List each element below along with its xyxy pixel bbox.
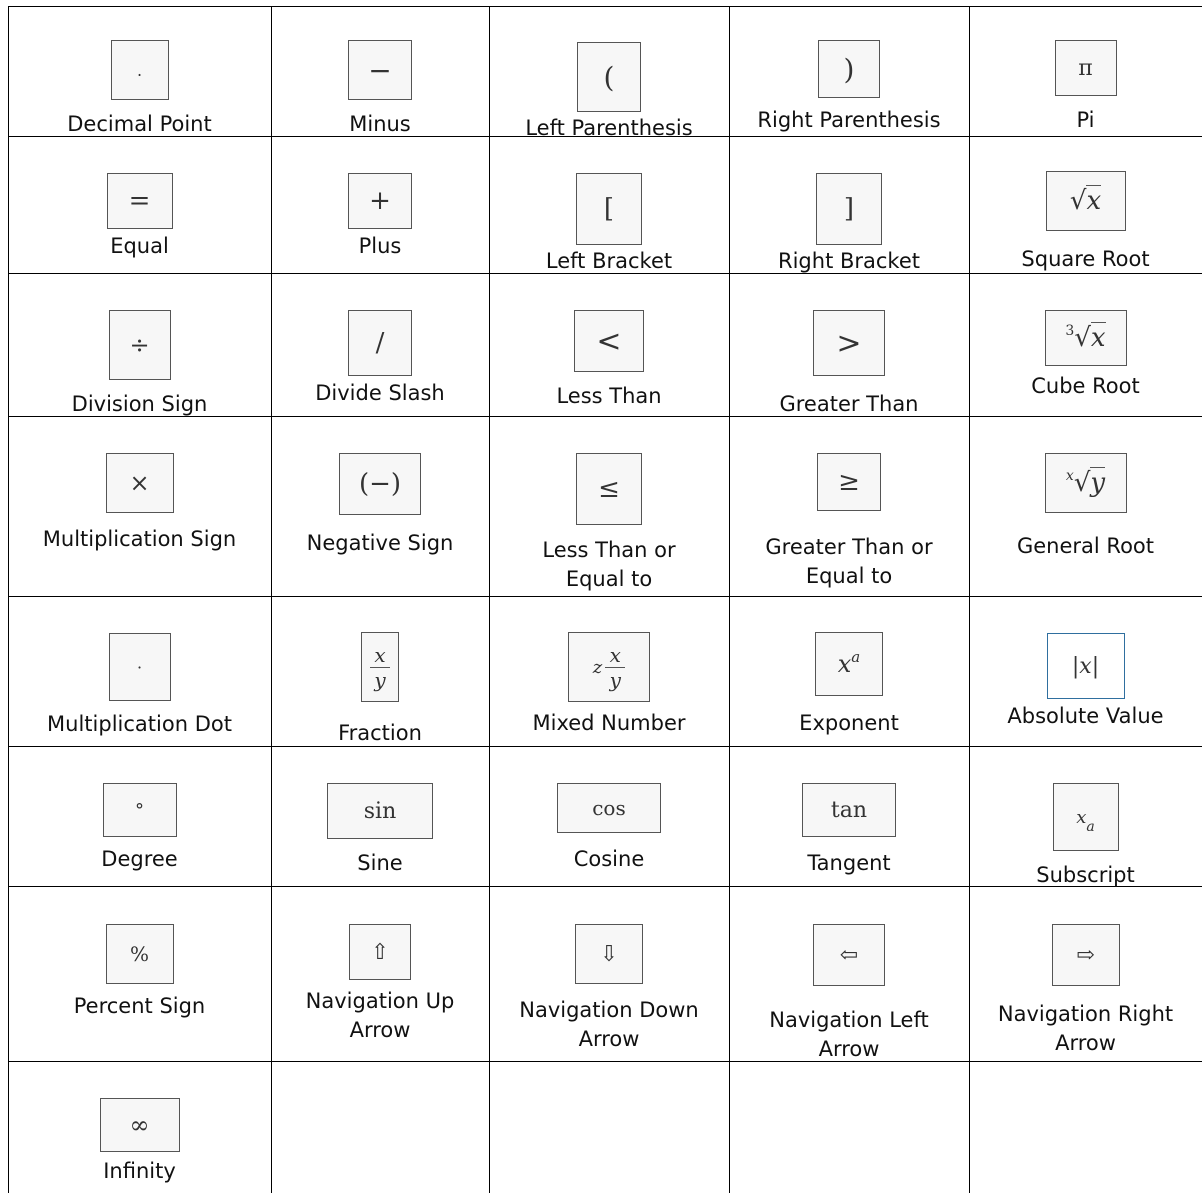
absolute-value-glyph: |x| bbox=[1071, 653, 1100, 679]
symbol-glyph: tan bbox=[830, 797, 868, 823]
plus-button[interactable] bbox=[348, 173, 412, 229]
symbol-glyph: · bbox=[136, 657, 143, 677]
symbol-glyph: = bbox=[128, 186, 151, 216]
greater-than-or-equal-to-button[interactable] bbox=[817, 453, 881, 511]
navigation-up-arrow-button[interactable] bbox=[349, 924, 411, 980]
symbol-cell bbox=[489, 746, 729, 886]
symbol-cell bbox=[271, 886, 489, 1061]
symbol-cell bbox=[969, 416, 1202, 596]
right-parenthesis-button[interactable] bbox=[818, 40, 880, 98]
symbol-cell bbox=[8, 746, 271, 886]
symbol-cell bbox=[729, 746, 969, 886]
symbol-label: Less Than or Equal to bbox=[542, 538, 676, 591]
symbol-cell bbox=[8, 273, 271, 416]
cube-root-button[interactable] bbox=[1045, 310, 1127, 366]
square-root-glyph: √x bbox=[1069, 186, 1102, 216]
symbol-cell bbox=[8, 1061, 271, 1193]
left-parenthesis-button[interactable] bbox=[577, 42, 641, 112]
symbol-cell bbox=[489, 596, 729, 746]
symbol-label: Pi bbox=[1076, 108, 1095, 132]
symbol-glyph: + bbox=[369, 186, 391, 216]
symbol-label: Left Parenthesis bbox=[525, 116, 693, 140]
cosine-button[interactable] bbox=[557, 783, 661, 833]
symbol-label: Division Sign bbox=[71, 392, 208, 416]
pi-button[interactable] bbox=[1055, 40, 1117, 96]
symbol-label: Cosine bbox=[573, 847, 645, 871]
symbol-label: Navigation Down Arrow bbox=[519, 998, 699, 1051]
symbol-cell bbox=[271, 746, 489, 886]
decimal-point-button[interactable] bbox=[111, 40, 169, 100]
symbol-label: General Root bbox=[1016, 534, 1154, 558]
symbol-label: Equal bbox=[110, 234, 169, 258]
symbol-label: Exponent bbox=[799, 711, 899, 735]
symbol-label: Decimal Point bbox=[67, 112, 212, 136]
symbol-cell bbox=[8, 6, 271, 136]
symbol-cell bbox=[271, 596, 489, 746]
symbol-label: Cube Root bbox=[1031, 374, 1140, 398]
symbol-cell bbox=[969, 746, 1202, 886]
symbol-cell bbox=[489, 886, 729, 1061]
symbol-glyph: / bbox=[375, 328, 385, 358]
symbol-cell bbox=[271, 416, 489, 596]
symbol-glyph: sin bbox=[363, 798, 397, 824]
symbol-label: Subscript bbox=[1036, 863, 1135, 887]
symbol-cell bbox=[489, 6, 729, 140]
symbol-label: Degree bbox=[101, 847, 178, 871]
navigation-down-arrow-button[interactable] bbox=[575, 924, 643, 984]
symbol-glyph: ⇩ bbox=[599, 941, 619, 967]
symbol-label: Tangent bbox=[807, 851, 891, 875]
exponent-button[interactable] bbox=[815, 632, 883, 696]
symbol-cell bbox=[729, 886, 969, 1061]
symbol-glyph: ∞ bbox=[129, 1111, 150, 1139]
fraction-button[interactable] bbox=[361, 632, 399, 702]
symbol-cell bbox=[489, 136, 729, 273]
symbol-cell bbox=[271, 136, 489, 273]
symbol-glyph: π bbox=[1078, 55, 1093, 81]
symbol-glyph: ≤ bbox=[598, 474, 620, 504]
symbol-label: Navigation Up Arrow bbox=[305, 989, 455, 1042]
symbol-label: Right Parenthesis bbox=[757, 108, 941, 132]
divide-slash-button[interactable] bbox=[348, 310, 412, 376]
symbol-cell bbox=[969, 136, 1202, 273]
cube-root-glyph: $^3$√x bbox=[1065, 323, 1106, 353]
symbol-label: Fraction bbox=[338, 721, 422, 745]
symbol-cell bbox=[271, 273, 489, 416]
symbol-cell bbox=[8, 886, 271, 1061]
symbol-label: Left Bracket bbox=[545, 249, 673, 273]
symbol-glyph: ] bbox=[843, 194, 855, 224]
symbol-label: Square Root bbox=[1021, 247, 1150, 271]
symbol-label: Plus bbox=[358, 234, 402, 258]
less-than-button[interactable] bbox=[574, 310, 644, 372]
square-root-button[interactable] bbox=[1046, 171, 1126, 231]
percent-sign-button[interactable] bbox=[106, 924, 174, 984]
minus-button[interactable] bbox=[348, 40, 412, 100]
symbol-glyph: > bbox=[836, 325, 862, 361]
symbol-glyph: − bbox=[368, 53, 392, 87]
greater-than-button[interactable] bbox=[813, 310, 885, 376]
symbol-cell bbox=[969, 6, 1202, 136]
symbol-cell bbox=[729, 6, 969, 136]
symbol-glyph: × bbox=[129, 469, 150, 497]
general-root-button[interactable] bbox=[1045, 453, 1127, 513]
symbol-label: Divide Slash bbox=[315, 381, 445, 405]
equal-button[interactable] bbox=[107, 173, 173, 229]
exponent-glyph: xa bbox=[837, 648, 861, 678]
less-than-or-equal-to-button[interactable] bbox=[576, 453, 642, 525]
symbol-glyph: ⇨ bbox=[1076, 942, 1095, 968]
subscript-glyph: xa bbox=[1076, 806, 1095, 835]
symbol-label: Navigation Left Arrow bbox=[769, 1008, 929, 1061]
sine-button[interactable] bbox=[327, 783, 433, 839]
symbol-glyph: ( bbox=[603, 60, 615, 94]
navigation-right-arrow-button[interactable] bbox=[1052, 924, 1120, 986]
symbol-label: Sine bbox=[357, 851, 403, 875]
symbol-glyph: ⇧ bbox=[370, 939, 390, 965]
symbol-label: Absolute Value bbox=[1007, 704, 1164, 728]
symbol-glyph: % bbox=[129, 942, 149, 966]
symbol-glyph: . bbox=[136, 60, 143, 80]
symbol-cell bbox=[8, 416, 271, 596]
general-root-glyph: $^x$√y bbox=[1065, 468, 1106, 498]
symbol-cell bbox=[729, 416, 969, 596]
symbol-glyph: [ bbox=[603, 194, 615, 224]
absolute-value-button[interactable] bbox=[1047, 633, 1125, 699]
symbol-cell bbox=[969, 596, 1202, 746]
symbol-cell bbox=[969, 886, 1202, 1061]
symbol-glyph: ≥ bbox=[838, 467, 860, 497]
symbol-cell bbox=[8, 596, 271, 746]
symbol-label: Negative Sign bbox=[306, 531, 454, 555]
symbol-cell bbox=[729, 596, 969, 746]
multiplication-dot-button[interactable] bbox=[109, 633, 171, 701]
navigation-left-arrow-button[interactable] bbox=[813, 924, 885, 986]
left-bracket-button[interactable] bbox=[576, 173, 642, 245]
mixed-number-glyph: $\frac{x}{y}$ bbox=[605, 644, 625, 691]
symbol-glyph: ° bbox=[135, 799, 144, 821]
symbol-label: Multiplication Dot bbox=[47, 712, 232, 736]
symbol-cell bbox=[489, 273, 729, 416]
symbol-label: Greater Than bbox=[779, 392, 919, 416]
symbol-cell bbox=[489, 416, 729, 596]
symbol-cell bbox=[729, 273, 969, 416]
symbol-cell bbox=[969, 273, 1202, 416]
symbol-label: Minus bbox=[349, 112, 411, 136]
subscript-button[interactable] bbox=[1053, 783, 1119, 851]
multiplication-sign-button[interactable] bbox=[106, 453, 174, 513]
symbol-label: Right Bracket bbox=[778, 249, 920, 273]
symbol-label: Multiplication Sign bbox=[42, 527, 237, 551]
symbol-glyph: cos bbox=[592, 796, 626, 820]
symbol-label: Greater Than or Equal to bbox=[765, 535, 933, 588]
symbol-glyph: (−) bbox=[358, 469, 402, 499]
symbol-glyph: ÷ bbox=[129, 331, 150, 359]
symbol-glyph: ) bbox=[843, 52, 855, 86]
negative-sign-button[interactable] bbox=[339, 453, 421, 515]
symbol-glyph: ⇦ bbox=[839, 942, 859, 968]
symbol-glyph: < bbox=[596, 323, 622, 359]
symbol-cell bbox=[8, 136, 271, 273]
symbol-label: Percent Sign bbox=[73, 994, 206, 1018]
degree-button[interactable] bbox=[103, 783, 177, 837]
symbol-label: Less Than bbox=[556, 384, 662, 408]
symbol-label: Mixed Number bbox=[532, 711, 686, 735]
tangent-button[interactable] bbox=[802, 783, 896, 837]
division-sign-button[interactable] bbox=[109, 310, 171, 380]
infinity-button[interactable] bbox=[100, 1098, 180, 1152]
symbol-label: Navigation Right Arrow bbox=[997, 1002, 1174, 1055]
symbol-cell bbox=[729, 136, 969, 273]
symbol-cell bbox=[271, 6, 489, 136]
mixed-number-button[interactable]: z $\frac{x}{y}$ bbox=[568, 632, 650, 702]
right-bracket-button[interactable] bbox=[816, 173, 882, 245]
symbol-label: Infinity bbox=[103, 1159, 176, 1183]
math-symbol-table bbox=[8, 6, 1202, 1193]
fraction-glyph: $\frac{x}{y}$ bbox=[370, 644, 390, 691]
